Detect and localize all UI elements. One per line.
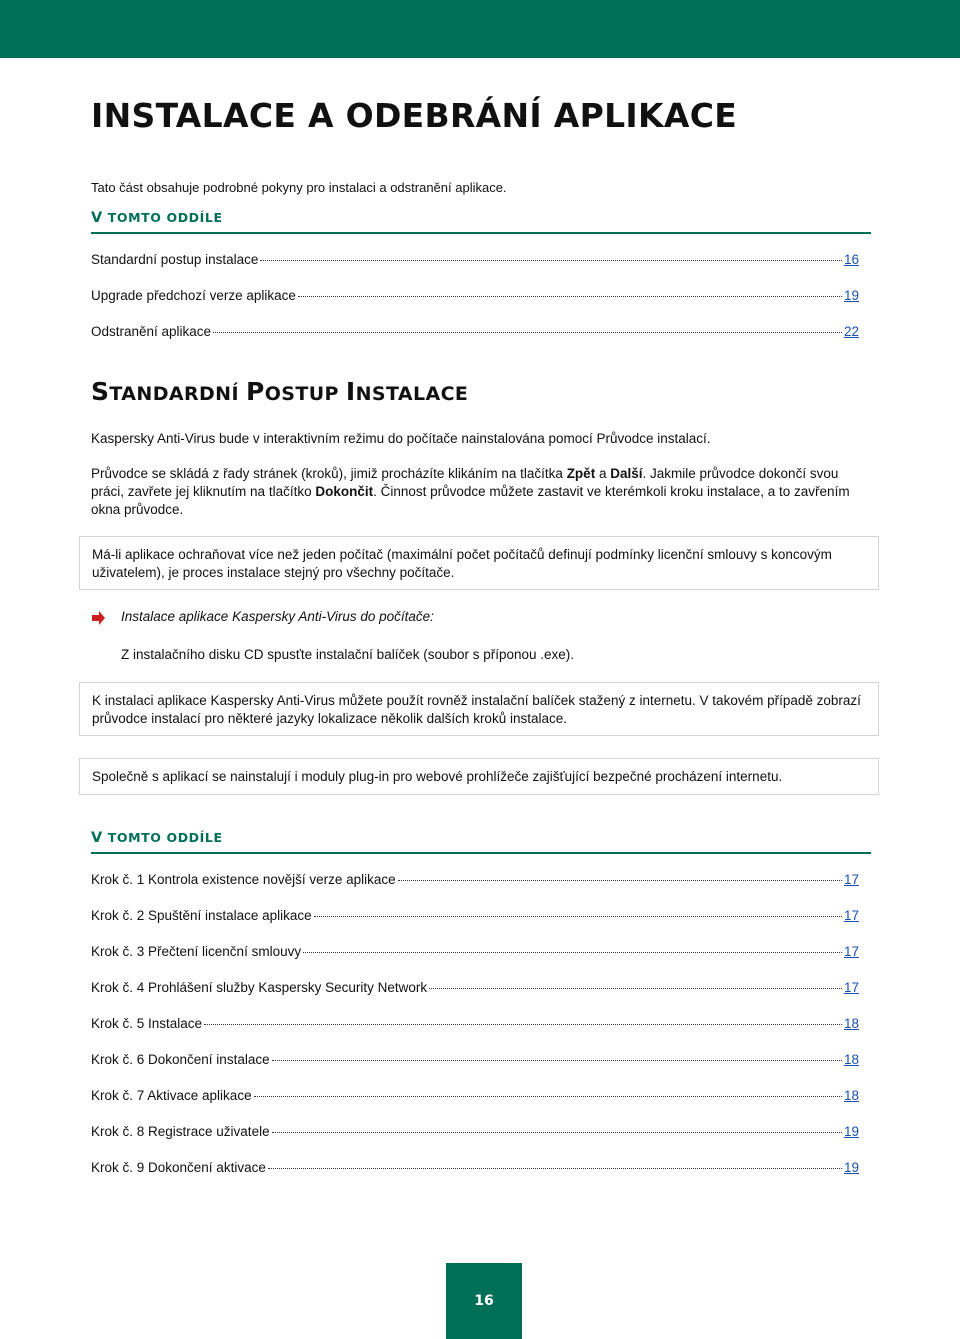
toc-page-link[interactable]: 17 bbox=[843, 872, 859, 887]
note-box: Má-li aplikace ochraňovat více než jeden počítač (maximální počet počítačů definují podmínky licenční smlouvy s koncovým uživatelem), je proces instalace stejný pro všechny počítače. bbox=[79, 536, 879, 590]
intro-text: Tato část obsahuje podrobné pokyny pro instalaci a odstranění aplikace. bbox=[91, 180, 507, 195]
toc-item[interactable]: Krok č. 3 Přečtení licenční smlouvy 17 bbox=[91, 944, 859, 959]
toc-item[interactable]: Krok č. 5 Instalace 18 bbox=[91, 1016, 859, 1031]
note-box: K instalaci aplikace Kaspersky Anti-Virus můžete použít rovněž instalační balíček stažený z internetu. V takovém případě zobrazí průvodce instalací pro některé jazyky lokalizace několik dalších kroků instalace. bbox=[79, 682, 879, 736]
toc-item[interactable]: Krok č. 8 Registrace uživatele 19 bbox=[91, 1124, 859, 1139]
section-heading: V TOMTO ODDÍLE bbox=[91, 210, 871, 234]
toc-item[interactable]: Krok č. 6 Dokončení instalace 18 bbox=[91, 1052, 859, 1067]
toc-item[interactable]: Krok č. 4 Prohlášení služby Kaspersky Security Network 17 bbox=[91, 980, 859, 995]
toc-item[interactable]: Krok č. 7 Aktivace aplikace 18 bbox=[91, 1088, 859, 1103]
toc-page-link[interactable]: 19 bbox=[843, 1124, 859, 1139]
toc-list bbox=[91, 252, 859, 360]
procedure-title: Instalace aplikace Kaspersky Anti-Virus do počítače: bbox=[121, 609, 434, 624]
toc-page-link[interactable]: 16 bbox=[843, 252, 859, 267]
procedure-step: Z instalačního disku CD spusťte instalační balíček (soubor s příponou .exe). bbox=[121, 647, 575, 662]
toc-page-link[interactable]: 18 bbox=[843, 1052, 859, 1067]
toc-item[interactable]: Standardní postup instalace 16 bbox=[91, 252, 859, 267]
toc-page-link[interactable]: 22 bbox=[843, 324, 859, 339]
toc-page-link[interactable]: 17 bbox=[843, 908, 859, 923]
toc-list bbox=[91, 872, 859, 1196]
chapter-title: INSTALACE A ODEBRÁNÍ APLIKACE bbox=[91, 96, 738, 135]
toc-item[interactable]: Krok č. 9 Dokončení aktivace 19 bbox=[91, 1160, 859, 1175]
toc-item[interactable]: Krok č. 1 Kontrola existence novější verze aplikace 17 bbox=[91, 872, 859, 887]
paragraph: Kaspersky Anti-Virus bude v interaktivním režimu do počítače nainstalována pomocí Průvodce instalací. bbox=[91, 431, 711, 446]
section-title: STANDARDNÍ POSTUP INSTALACE bbox=[91, 377, 469, 406]
toc-item[interactable]: Upgrade předchozí verze aplikace 19 bbox=[91, 288, 859, 303]
toc-page-link[interactable]: 18 bbox=[843, 1016, 859, 1031]
toc-page-link[interactable]: 19 bbox=[843, 288, 859, 303]
toc-item[interactable]: Krok č. 2 Spuštění instalace aplikace 17 bbox=[91, 908, 859, 923]
page-number: 16 bbox=[446, 1263, 522, 1339]
toc-page-link[interactable]: 18 bbox=[843, 1088, 859, 1103]
toc-page-link[interactable]: 17 bbox=[843, 944, 859, 959]
toc-page-link[interactable]: 17 bbox=[843, 980, 859, 995]
header-bar bbox=[0, 0, 960, 58]
arrow-right-icon bbox=[91, 610, 106, 626]
paragraph: Průvodce se skládá z řady stránek (kroků), jimiž procházíte klikáním na tlačítka Zpět a Další. Jakmile průvodce dokončí svou práci, zavřete jej kliknutím na tlačítko Dokončit. Činnost průvodce můžete zastavit ve kterémkoli kroku instalace, a to zavřením okna průvodce. bbox=[91, 466, 850, 517]
section-heading: V TOMTO ODDÍLE bbox=[91, 830, 871, 854]
toc-item[interactable]: Odstranění aplikace 22 bbox=[91, 324, 859, 339]
note-box: Společně s aplikací se nainstalují i moduly plug-in pro webové prohlížeče zajišťující bezpečné procházení internetu. bbox=[79, 758, 879, 795]
toc-page-link[interactable]: 19 bbox=[843, 1160, 859, 1175]
